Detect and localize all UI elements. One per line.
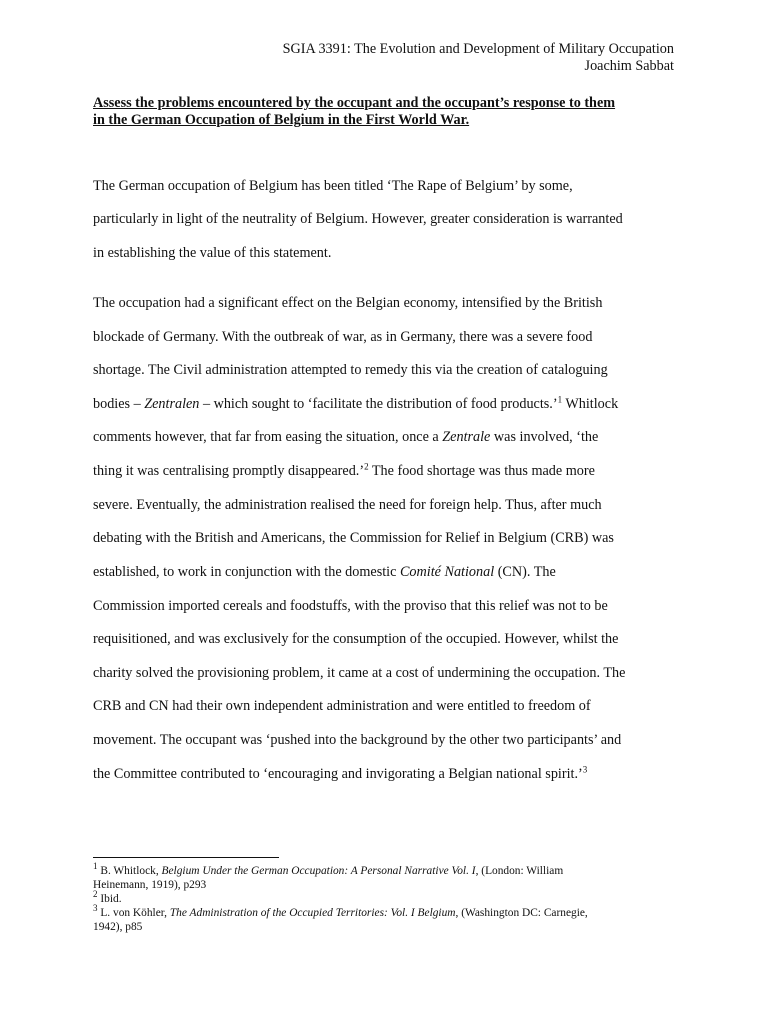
text-line: particularly in light of the neutrality of Belgium. However, greater consideration is warranted [93,211,623,227]
text-run: bodies – [93,396,145,412]
text-line: The German occupation of Belgium has been titled ‘The Rape of Belgium’ by some, [93,178,573,194]
footnote-divider [93,857,279,858]
italic-term: Zentralen [144,396,200,412]
text-line: in establishing the value of this statement. [93,245,332,261]
book-title: Belgium Under the German Occupation: A Personal Narrative Vol. I [161,865,476,877]
text-line: blockade of Germany. With the outbreak of war, as in Germany, there was a severe food [93,329,593,345]
text-run: (CN). The [494,564,556,580]
text-run: established, to work in conjunction with the domestic [93,564,400,580]
footnote-3 [93,903,683,934]
text-run: L. von Köhler, [97,907,170,919]
text-line [93,463,595,480]
page-header [283,41,674,75]
text-line [93,396,618,413]
text-line: Commission imported cereals and foodstuffs, with the proviso that this relief was not to be [93,598,608,614]
footnote-number: 2 [93,889,98,900]
text-run: B. Whitlock, [97,865,162,877]
text-run: the Committee contributed to ‘encouraging and invigorating a Belgian national spirit.’ [93,766,583,782]
italic-term: Comité National [399,564,495,580]
text-line [93,429,598,446]
text-run: thing it was centralising promptly disappeared.’ [93,463,365,479]
text-run: Heinemann, 1919), p293 [93,879,207,891]
text-line: requisitioned, and was exclusively for the consumption of the occupied. However, whilst the [93,631,619,647]
footnote-number: 3 [93,903,98,914]
text-line: debating with the British and Americans, the Commission for Relief in Belgium (CRB) was [93,530,614,546]
text-run: , (London: William [475,865,564,877]
book-title: The Administration of the Occupied Territories: Vol. I Belgium [169,907,456,919]
footnote-ref: 1 [557,394,563,405]
text-run: was involved, ‘the [490,429,599,445]
text-line [93,766,587,783]
text-run: Whitlock [562,396,619,412]
course-title: SGIA 3391: The Evolution and Development of Military Occupation [282,41,674,57]
essay-title-line-2: in the German Occupation of Belgium in the First World War. [93,112,470,128]
author-name: Joachim Sabbat [584,58,674,74]
text-run: 1942), p85 [93,921,143,933]
footnote-number: 1 [93,861,98,872]
footnote-ref: 2 [364,461,369,472]
text-line: charity solved the provisioning problem, it came at a cost of undermining the occupation. The [93,665,626,681]
text-run: Ibid. [97,893,122,905]
text-line: severe. Eventually, the administration realised the need for foreign help. Thus, after much [93,497,602,513]
italic-term: Zentrale [442,429,491,445]
text-line: The occupation had a significant effect on the Belgian economy, intensified by the British [93,295,603,311]
footnote-2 [93,889,683,906]
footnote-ref: 3 [582,764,588,775]
essay-title [93,95,683,129]
text-run: – which sought to ‘facilitate the distribution of food products.’ [199,396,558,412]
footnote-1 [93,861,683,892]
text-line: CRB and CN had their own independent administration and were entitled to freedom of [93,698,591,714]
text-line: shortage. The Civil administration attempted to remedy this via the creation of cataloguing [93,362,608,378]
text-line [93,564,556,581]
text-run: , (Washington DC: Carnegie, [455,907,588,919]
essay-title-line-1: Assess the problems encountered by the occupant and the occupant’s response to them [93,95,616,111]
text-line: movement. The occupant was ‘pushed into the background by the other two participants’ and [93,732,622,748]
text-run: The food shortage was thus made more [368,463,595,479]
text-run: comments however, that far from easing the situation, once a [93,429,443,445]
